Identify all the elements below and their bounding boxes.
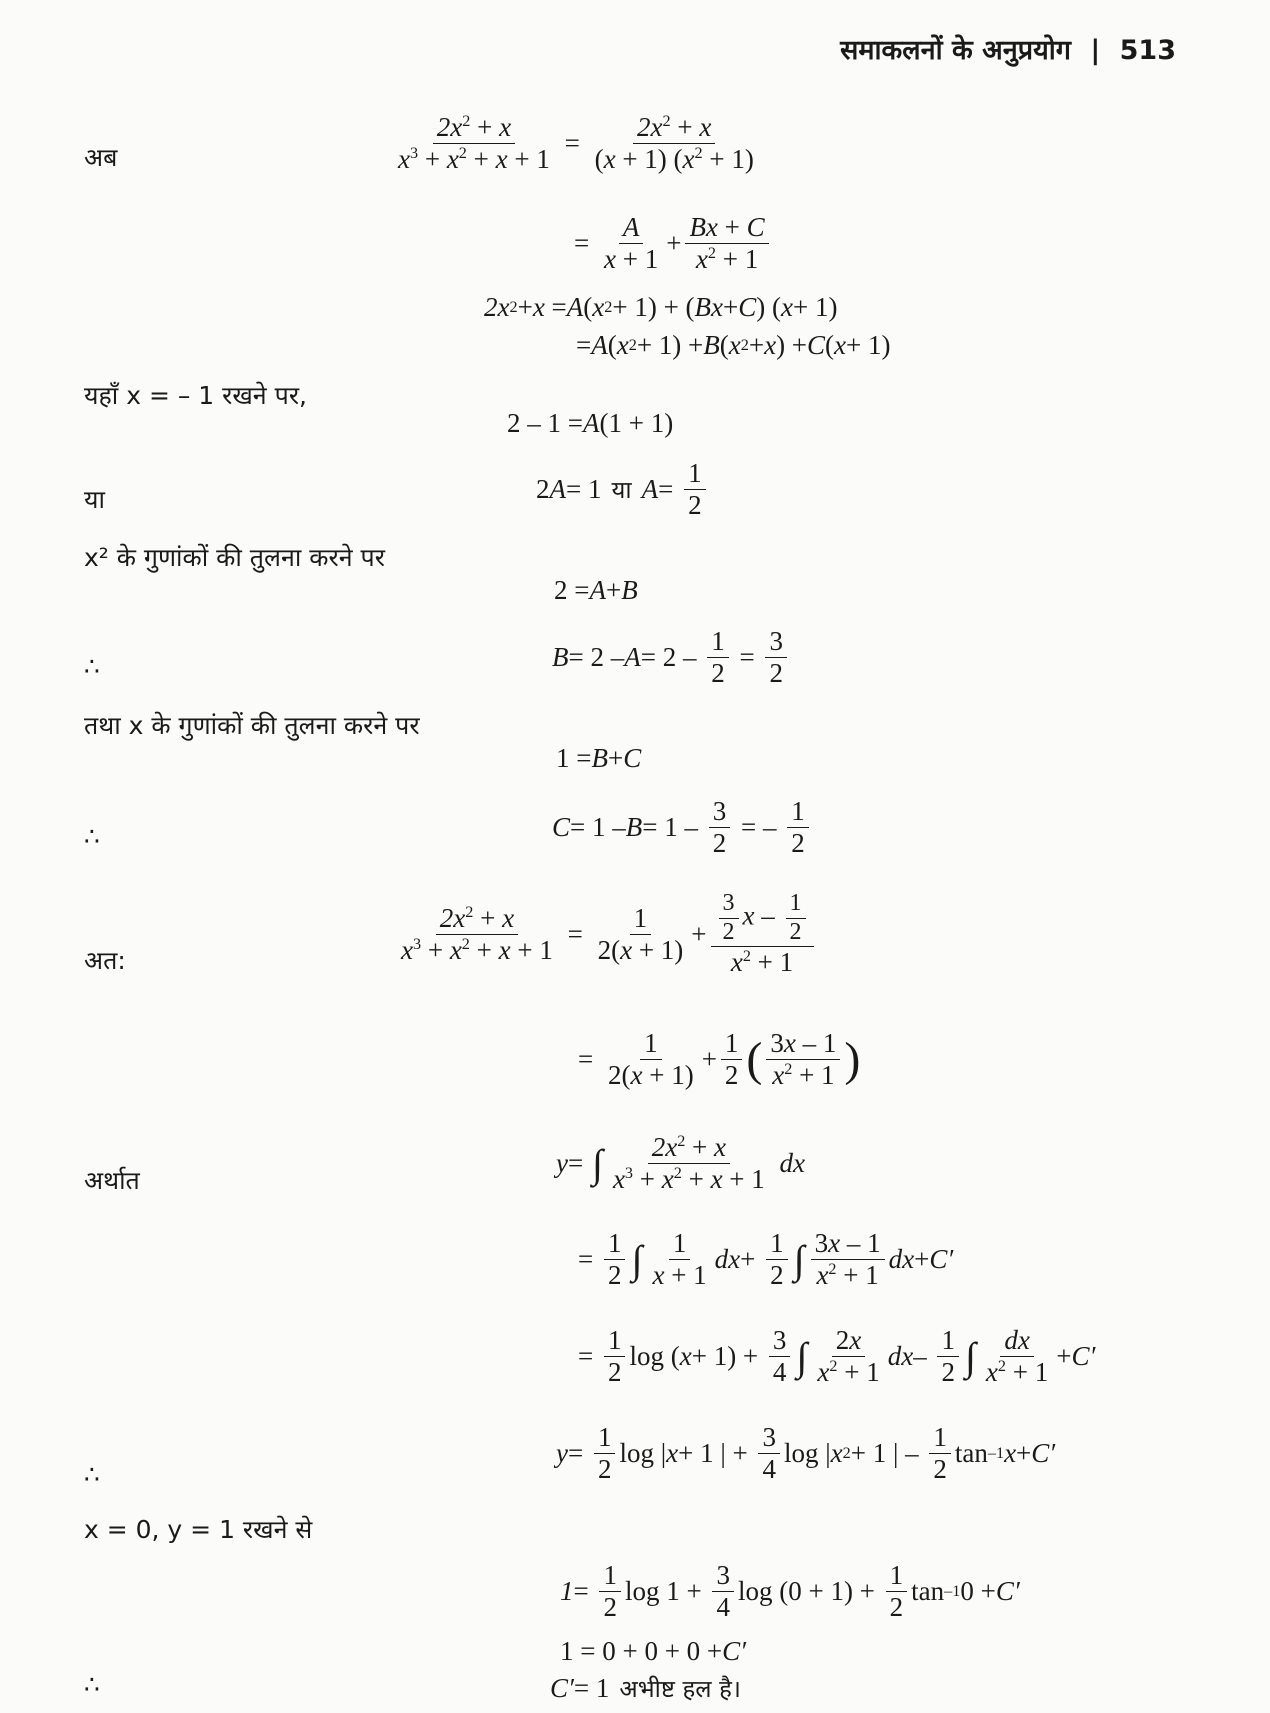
therefore-2: ∴	[84, 822, 100, 851]
page-number: 513	[1119, 35, 1176, 66]
eq-result-simplified: = 1 2(x + 1) + 1 2 ( 3x – 1 $x^2 + 1$ )	[578, 1028, 861, 1091]
page-header	[840, 30, 1176, 67]
header-title: समाकलनों के अनुप्रयोग	[840, 35, 1071, 66]
eq-coef-x: 1 = B + C	[556, 743, 642, 773]
eq-coef-x2: 2 = A + B	[554, 575, 638, 605]
header-separator: |	[1090, 35, 1101, 66]
eq-substitute-initial: 1 = 1 2 log 1 + 3 4 log (0 + 1) + 1 2 tan –1 0 + C′	[560, 1560, 1020, 1623]
eq-constant-sum: 1 = 0 + 0 + 0 + C′	[560, 1636, 747, 1666]
label-put-x-minus1: यहाँ x = – 1 रखने पर,	[84, 381, 308, 410]
label-compare-x2: x² के गुणांकों की तुलना करने पर	[84, 543, 385, 572]
eq-constant-value: C′ = 1 अभीष्ट हल है।	[550, 1673, 741, 1703]
eq-general-solution: y = 1 2 log | x + 1 | + 3 4 log | x 2 + 1 | – 1 2 tan –1 x + C′	[556, 1422, 1056, 1485]
label-put-x0-y1: x = 0, y = 1 रखने से	[84, 1515, 313, 1544]
eq-partial-fraction-1: $2x^2 + x$ $x^3 + x^2 + x + 1$ = $2x^2 + x$ (x + 1) $(x^2 + 1)$	[398, 112, 754, 175]
eq-partial-fraction-2: = A x + 1 + Bx + C $x^2 + 1$	[574, 212, 773, 275]
therefore-1: ∴	[84, 652, 100, 681]
eq-expand-2: = A ( x 2 + 1) + B ( x 2 + x ) + C ( x + 1)	[576, 330, 891, 360]
eq-C-value: C = 1 – B = 1 – 3 2 = – 1 2	[552, 796, 813, 859]
eq-expand-1: 2x 2 + x = A ( x 2 + 1) + ( Bx + C ) ( x + 1)	[484, 292, 838, 322]
eq-result-fraction: $2x^2 + x$ $x^3 + x^2 + x + 1$ = 1 2(x + 1) + $\frac{3}{2}$ x – $\frac{1}{2}$ $x^2 + 1$	[393, 890, 818, 978]
eq-sub-x-minus1: 2 – 1 = A (1 + 1)	[507, 408, 674, 438]
label-atah: अत:	[84, 946, 126, 975]
eq-integral-y: y = ∫ $2x^2 + x$ $x^3 + x^2 + x + 1$ dx	[556, 1132, 806, 1195]
therefore-3: ∴	[84, 1460, 100, 1489]
inline-ya: या	[611, 476, 632, 505]
label-ab: अब	[84, 143, 118, 172]
therefore-4: ∴	[84, 1670, 100, 1699]
final-text: अभीष्ट हल है।	[619, 1675, 741, 1703]
label-ya: या	[84, 485, 105, 514]
eq-integral-log: = 1 2 log ( x + 1) + 3 4 ∫ 2x $x^2 + 1$ dx – 1 2 ∫ dx $x^2 + 1$ + C′	[578, 1325, 1096, 1388]
eq-integral-split: = 1 2 ∫ 1 x + 1 dx + 1 2 ∫ 3x – 1 $x^2 + 1$ dx + C′	[578, 1228, 954, 1291]
eq-A-value: 2 A = 1 या A = 1 2	[536, 458, 710, 521]
label-arthat: अर्थात	[84, 1166, 140, 1195]
label-compare-x: तथा x के गुणांकों की तुलना करने पर	[84, 711, 420, 740]
eq-B-value: B = 2 – A = 2 – 1 2 = 3 2	[552, 626, 791, 689]
